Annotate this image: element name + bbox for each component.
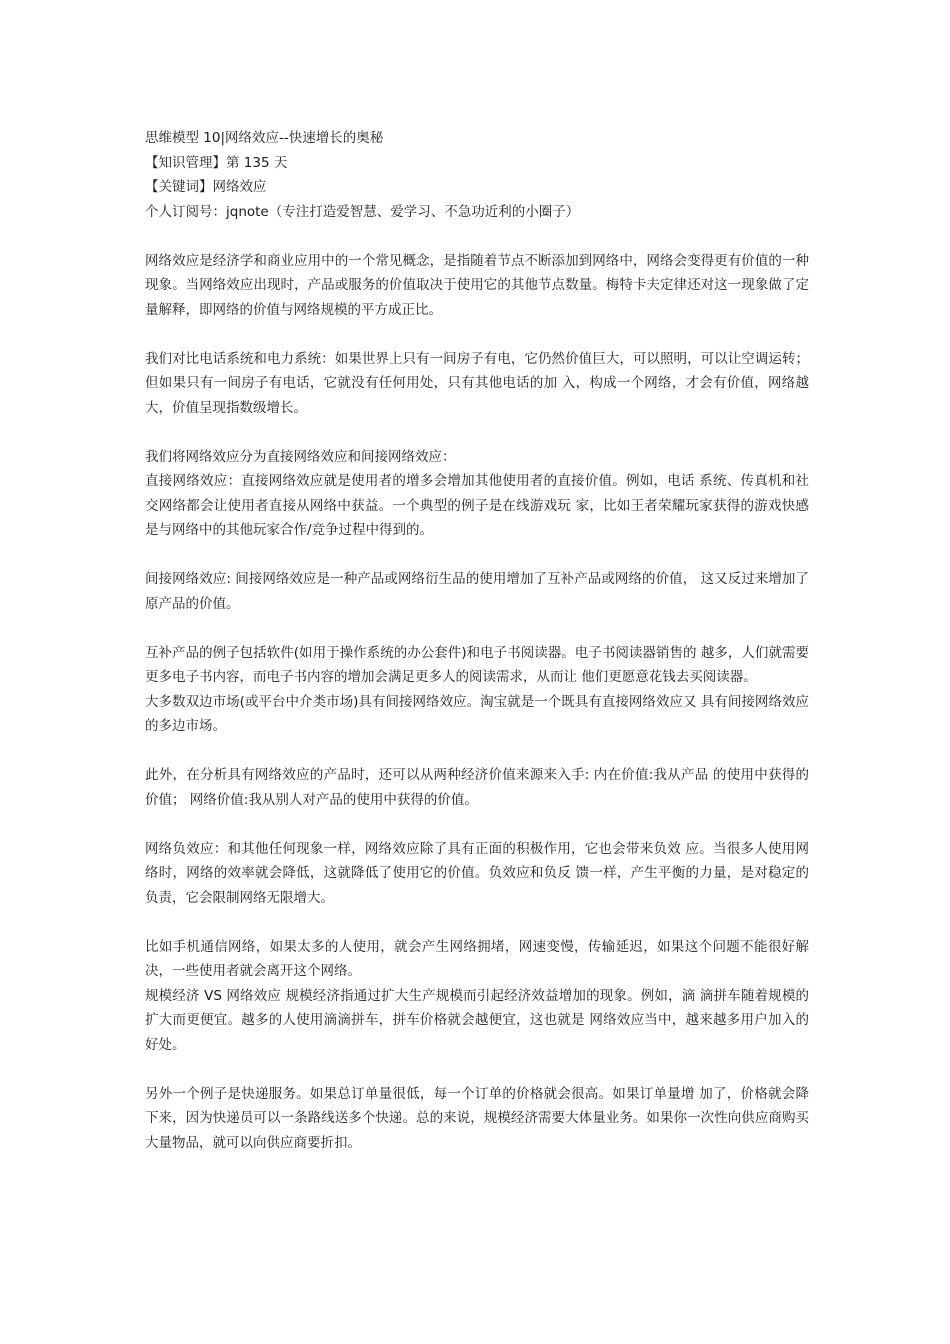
- spacer: [145, 1057, 809, 1082]
- spacer: [145, 812, 809, 837]
- paragraph-economies-of-scale: 规模经济 VS 网络效应 规模经济指通过扩大生产规模而引起经济效益增加的现象。例如，滴 滴拼车随着规模的扩大而更便宜。越多的人使用滴滴拼车，拼车价格就会越便宜，这也就是 网络效应当中，越来越多用户加入的好处。: [145, 987, 809, 1053]
- paragraph-comparison: 我们对比电话系统和电力系统：如果世界上只有一间房子有电，它仍然价值巨大，可以照明，可以让空调运转；但如果只有一间房子有电话，它就没有任何用处，只有其他电话的加 入，构成一个网络，才会有价值，网络越大，价值呈现指数级增长。: [145, 350, 809, 416]
- spacer: [145, 322, 809, 347]
- spacer: [145, 739, 809, 764]
- keywords-label: 【关键词】网络效应: [145, 179, 267, 195]
- paragraph-two-sided-markets: 大多数双边市场(或平台中介类市场)具有间接网络效应。淘宝就是一个既具有直接网络效应又 具有间接网络效应的多边市场。: [145, 693, 809, 734]
- paragraph-negative-effect: 网络负效应：和其他任何现象一样，网络效应除了具有正面的积极作用，它也会带来负效 应。当很多人使用网络时，网络的效率就会降低，这就降低了使用它的价值。负效应和负反 馈一样，产生平衡的力量，是对稳定的负责，它会限制网络无限增大。: [145, 840, 809, 906]
- spacer: [145, 420, 809, 445]
- paragraph-value-sources: 此外，在分析具有网络效应的产品时，还可以从两种经济价值来源来入手: 内在价值:我从产品 的使用中获得的价值； 网络价值:我从别人对产品的使用中获得的价值。: [145, 767, 809, 808]
- subscription-label: 个人订阅号：jqnote（专注打造爱智慧、爱学习、不急功近利的小圈子）: [145, 203, 580, 220]
- paragraph-mobile-example: 比如手机通信网络，如果太多的人使用，就会产生网络拥堵，网速变慢，传输延迟，如果这个问题不能很好解 决，一些使用者就会离开这个网络。: [145, 938, 809, 979]
- paragraph-complementary-products: 互补产品的例子包括软件(如用于操作系统的办公套件)和电子书阅读器。电子书阅读器销售的 越多，人们就需要更多电子书内容，而电子书内容的增加会满足更多人的阅读需求，从而让 他们更愿意花钱去买阅读器。: [145, 644, 809, 685]
- paragraph-types-intro: 我们将网络效应分为直接网络效应和间接网络效应：: [145, 448, 456, 465]
- article-title: 思维模型 10|网络效应--快速增长的奥秘: [145, 130, 384, 146]
- series-label: 【知识管理】第 135 天: [145, 154, 288, 171]
- document-page: [145, 126, 809, 1155]
- paragraph-definition: 网络效应是经济学和商业应用中的一个常见概念，是指随着节点不断添加到网络中，网络会变得更有价值的一种现象。当网络效应出现时，产品或服务的价值取决于使用它的其他节点数量。梅特卡夫定律还对这一现象做了定量解释，即网络的价值与网络规模的平方成正比。: [145, 252, 809, 318]
- paragraph-delivery-example: 另外一个例子是快递服务。如果总订单量很低，每一个订单的价格就会很高。如果订单量增 加了，价格就会降下来，因为快递员可以一条路线送多个快递。总的来说，规模经济需要大体量业务。如果你一次性向供应商购买大量物品，就可以向供应商要折扣。: [145, 1085, 809, 1151]
- spacer: [145, 910, 809, 935]
- paragraph-indirect-effect: 间接网络效应: 间接网络效应是一种产品或网络衍生品的使用增加了互补产品或网络的价值， 这又反过来增加了原产品的价值。: [145, 571, 809, 612]
- paragraph-direct-effect: 直接网络效应：直接网络效应就是使用者的增多会增加其他使用者的直接价值。例如，电话 系统、传真机和社交网络都会让使用者直接从网络中获益。一个典型的例子是在线游戏玩 家，比如王者荣耀玩家获得的游戏快感是与网络中的其他玩家合作/竞争过程中得到的。: [145, 473, 809, 538]
- spacer: [145, 224, 809, 249]
- spacer: [145, 543, 809, 568]
- spacer: [145, 616, 809, 641]
